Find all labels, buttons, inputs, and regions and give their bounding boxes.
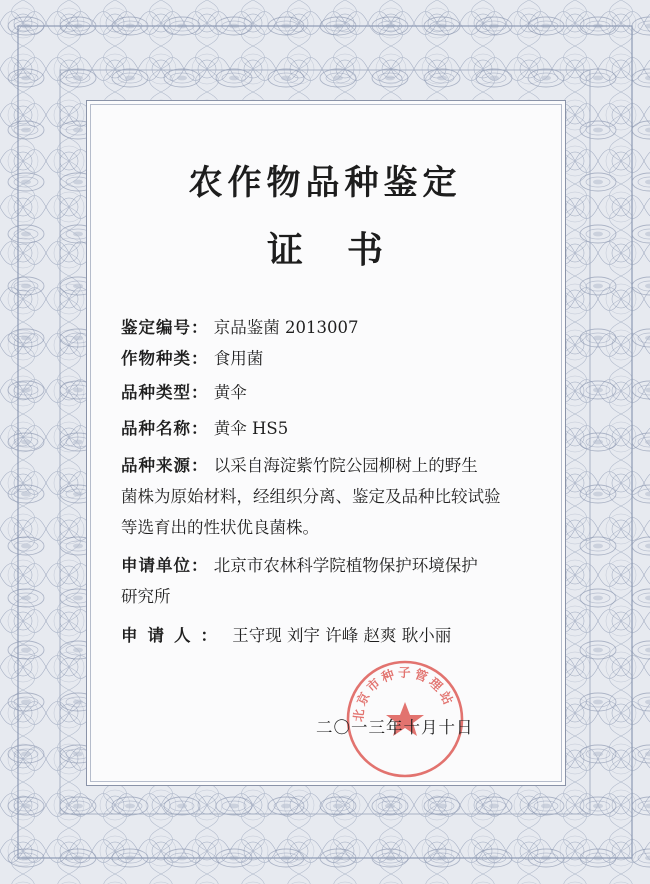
cert-number-label: 鉴定编号：: [121, 318, 209, 337]
issue-date: 二〇一三年十月十日: [316, 718, 474, 737]
certificate-title: 农作物品种鉴定: [188, 163, 462, 203]
variety-source-value-line3: 等选育出的性状优良菌株。: [121, 518, 319, 537]
field-crop-type: [121, 343, 573, 374]
field-variety-type: [121, 377, 573, 408]
field-variety-source: [121, 450, 573, 543]
seal-text: 北京市种子管理站: [350, 664, 458, 723]
field-applicant-unit: [121, 550, 573, 612]
field-variety-name: [121, 413, 573, 444]
variety-source-label: 品种来源：: [121, 456, 209, 475]
applicant-unit-value-line1: 北京市农林科学院植物保护环境保护: [213, 556, 478, 575]
applicant-label: 申请人：: [121, 626, 227, 645]
variety-name-value: 黄伞 HS5: [213, 419, 289, 438]
field-applicant: [121, 620, 573, 651]
variety-type-label: 品种类型：: [121, 383, 209, 402]
field-cert-number: [121, 312, 573, 343]
crop-type-label: 作物种类：: [121, 349, 209, 368]
certificate-subtitle: 证书: [266, 230, 427, 271]
variety-source-value-line1: 以采自海淀紫竹院公园柳树上的野生: [213, 456, 478, 475]
variety-source-value-line2: 菌株为原始材料，经组织分离、鉴定及品种比较试验: [121, 487, 501, 506]
variety-name-label: 品种名称：: [121, 419, 209, 438]
applicant-unit-label: 申请单位：: [121, 556, 209, 575]
applicant-value: 王守现 刘宇 许峰 赵爽 耿小丽: [232, 626, 452, 645]
cert-number-value: 京品鉴菌 2013007: [213, 318, 359, 337]
variety-type-value: 黄伞: [213, 383, 247, 402]
applicant-unit-value-line2: 研究所: [121, 587, 171, 606]
crop-type-value: 食用菌: [213, 349, 264, 368]
